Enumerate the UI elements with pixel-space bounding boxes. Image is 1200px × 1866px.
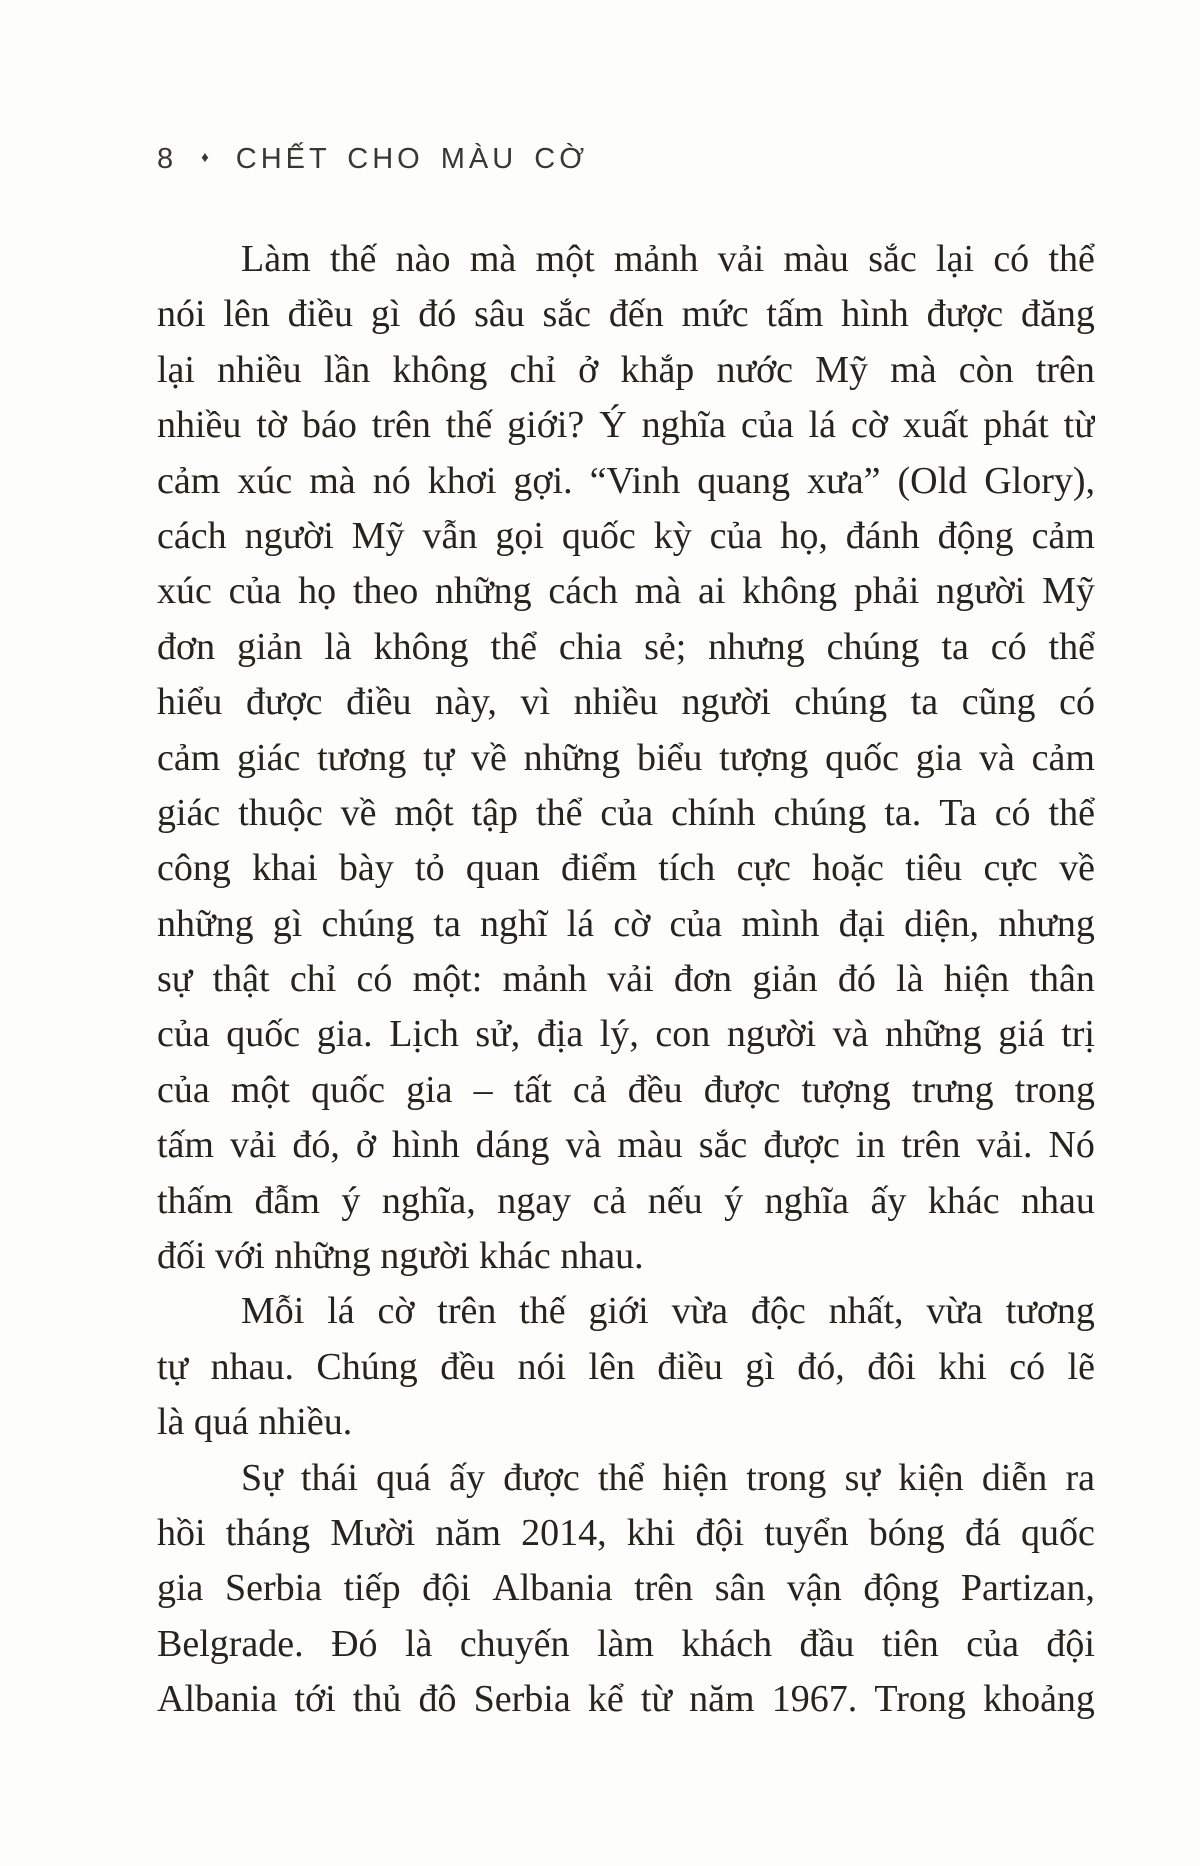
text-line: công khai bày tỏ quan điểm tích cực hoặc tiêu cực về — [157, 847, 1095, 890]
running-header — [157, 143, 588, 175]
text-line: xúc của họ theo những cách mà ai không phải người Mỹ — [157, 570, 1095, 613]
text-line: Belgrade. Đó là chuyến làm khách đầu tiên của đội — [157, 1622, 1095, 1665]
text-line: nói lên điều gì đó sâu sắc đến mức tấm hình được đăng — [157, 293, 1095, 336]
text-line: hiểu được điều này, vì nhiều người chúng ta cũng có — [157, 681, 1095, 724]
diamond-bullet-icon: ♦ — [201, 149, 210, 166]
text-line: Mỗi lá cờ trên thế giới vừa độc nhất, vừa tương — [241, 1290, 1095, 1333]
text-line: tự nhau. Chúng đều nói lên điều gì đó, đôi khi có lẽ — [157, 1345, 1095, 1388]
text-line: tấm vải đó, ở hình dáng và màu sắc được in trên vải. Nó — [157, 1124, 1095, 1167]
text-line: cảm giác tương tự về những biểu tượng quốc gia và cảm — [157, 736, 1095, 779]
text-line: thấm đẫm ý nghĩa, ngay cả nếu ý nghĩa ấy khác nhau — [157, 1179, 1095, 1222]
body-text — [157, 232, 1095, 1728]
text-line: cách người Mỹ vẫn gọi quốc kỳ của họ, đánh động cảm — [157, 514, 1095, 557]
text-line: là quá nhiều. — [157, 1401, 353, 1444]
paragraph — [157, 1284, 1095, 1450]
paragraph — [157, 232, 1095, 1284]
text-line: Làm thế nào mà một mảnh vải màu sắc lại có thể — [241, 238, 1095, 280]
page-number: 8 — [157, 143, 174, 175]
text-line: cảm xúc mà nó khơi gợi. “Vinh quang xưa” (Old Glory), — [157, 459, 1095, 502]
text-line: Albania tới thủ đô Serbia kể từ năm 1967. Trong khoảng — [157, 1678, 1095, 1721]
text-line: đối với những người khác nhau. — [157, 1235, 644, 1278]
text-line: đơn giản là không thể chia sẻ; nhưng chúng ta có thể — [157, 625, 1095, 668]
paragraph — [157, 1451, 1095, 1728]
text-line: sự thật chỉ có một: mảnh vải đơn giản đó là hiện thân — [157, 958, 1095, 1001]
text-line: nhiều tờ báo trên thế giới? Ý nghĩa của lá cờ xuất phát từ — [157, 404, 1095, 447]
text-line: Sự thái quá ấy được thể hiện trong sự kiện diễn ra — [241, 1456, 1095, 1499]
text-line: của quốc gia. Lịch sử, địa lý, con người và những giá trị — [157, 1013, 1095, 1056]
book-title: CHẾT CHO MÀU CỜ — [235, 143, 589, 175]
text-line: hồi tháng Mười năm 2014, khi đội tuyển bóng đá quốc — [157, 1511, 1095, 1554]
text-line: lại nhiều lần không chỉ ở khắp nước Mỹ mà còn trên — [157, 348, 1095, 391]
text-line: gia Serbia tiếp đội Albania trên sân vận động Partizan, — [157, 1567, 1095, 1610]
text-line: giác thuộc về một tập thể của chính chúng ta. Ta có thể — [157, 791, 1095, 834]
text-line: những gì chúng ta nghĩ lá cờ của mình đại diện, nhưng — [157, 902, 1095, 945]
text-line: của một quốc gia – tất cả đều được tượng trưng trong — [157, 1068, 1095, 1111]
